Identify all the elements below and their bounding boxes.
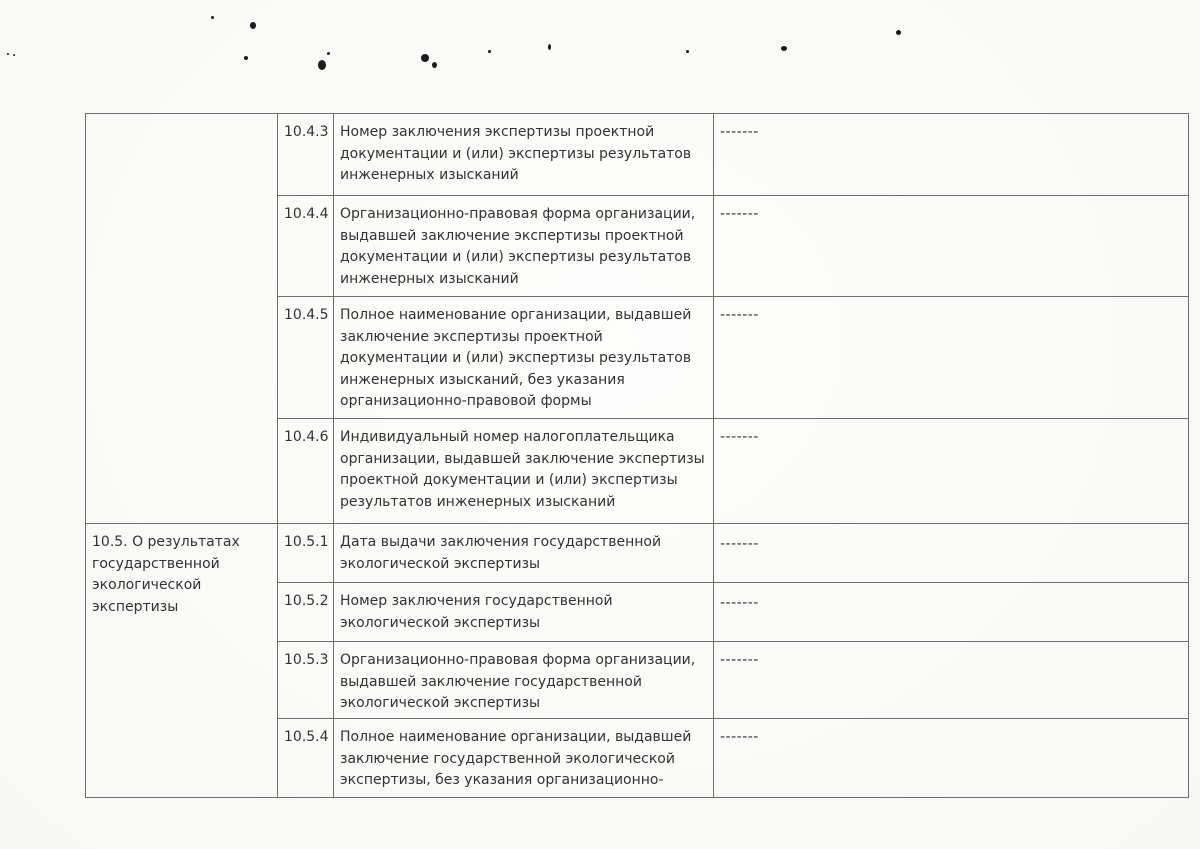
section-cell-empty	[86, 114, 278, 524]
scan-speck	[327, 52, 330, 55]
scan-speck	[432, 62, 437, 68]
item-description: Индивидуальный номер налогоплательщика организации, выдавшей заключение экспертизы проектной документации и (или) экспертизы результатов инженерных изысканий	[334, 419, 714, 524]
item-description: Номер заключения государственной экологической экспертизы	[334, 583, 714, 642]
scan-speck	[488, 50, 491, 53]
scan-speck	[548, 44, 551, 50]
item-description: Дата выдачи заключения государственной экологической экспертизы	[334, 524, 714, 583]
item-description: Номер заключения экспертизы проектной документации и (или) экспертизы результатов инженерных изысканий	[334, 114, 714, 196]
item-value: -------	[714, 196, 1189, 297]
item-number: 10.5.4	[278, 719, 334, 798]
item-number: 10.4.6	[278, 419, 334, 524]
scan-speck	[7, 53, 9, 55]
item-number: 10.4.4	[278, 196, 334, 297]
scan-speck	[686, 50, 689, 53]
scan-speck	[318, 60, 326, 70]
item-value: -------	[714, 419, 1189, 524]
item-number: 10.5.2	[278, 583, 334, 642]
item-number: 10.4.3	[278, 114, 334, 196]
scan-speck	[244, 56, 248, 60]
table-row	[86, 114, 1189, 196]
scan-speck	[250, 22, 256, 29]
scan-speck	[781, 46, 787, 51]
item-value: -------	[714, 719, 1189, 798]
item-description: Полное наименование организации, выдавшей заключение государственной экологической экспертизы, без указания организационно-	[334, 719, 714, 798]
item-value: -------	[714, 297, 1189, 419]
item-description: Организационно-правовая форма организации, выдавшей заключение экспертизы проектной документации и (или) экспертизы результатов инженерных изысканий	[334, 196, 714, 297]
item-value: -------	[714, 524, 1189, 583]
item-value: -------	[714, 642, 1189, 719]
item-value: -------	[714, 114, 1189, 196]
item-description: Полное наименование организации, выдавшей заключение экспертизы проектной документации и (или) экспертизы результатов инженерных изысканий, без указания организационно-правовой формы	[334, 297, 714, 419]
section-title: 10.5. О результатах государственной экологической экспертизы	[86, 524, 278, 798]
table-row	[86, 524, 1189, 583]
scan-speck	[421, 54, 429, 62]
item-number: 10.5.3	[278, 642, 334, 719]
item-number: 10.4.5	[278, 297, 334, 419]
scan-speck	[13, 54, 15, 56]
scan-speck	[896, 30, 901, 35]
document-table	[85, 113, 1189, 798]
item-description: Организационно-правовая форма организации, выдавшей заключение государственной экологической экспертизы	[334, 642, 714, 719]
item-number: 10.5.1	[278, 524, 334, 583]
scan-speck	[211, 16, 214, 19]
item-value: -------	[714, 583, 1189, 642]
